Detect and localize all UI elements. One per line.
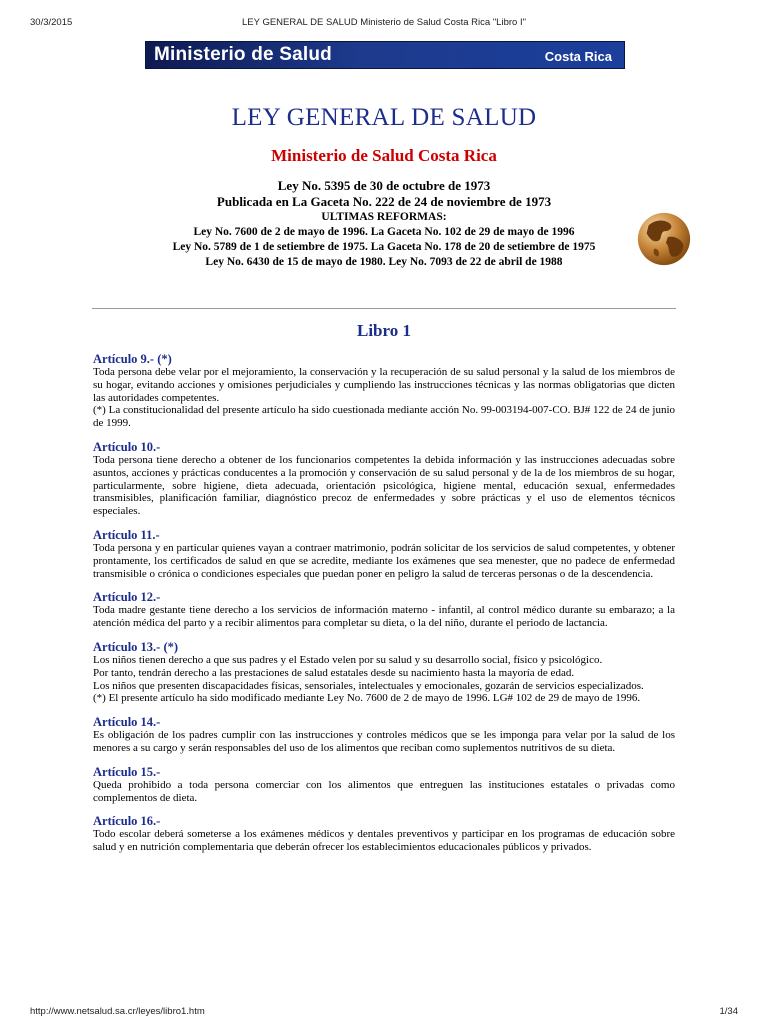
print-header — [30, 17, 738, 31]
ministry-banner — [145, 41, 625, 69]
print-footer — [30, 1006, 738, 1020]
article-title: Artículo 10.- — [93, 439, 161, 454]
article-paragraph: (*) El presente artículo ha sido modificado mediante Ley No. 7600 de 2 de mayo de 1996. LG# 102 de 29 de mayo de 1996. — [93, 692, 641, 705]
article-paragraph: Por tanto, tendrán derecho a las prestaciones de salud estatales desde su nacimiento hasta la mayoría de edad. — [93, 666, 575, 679]
latest-reforms-heading: ULTIMAS REFORMAS: — [321, 211, 447, 223]
banner-country-text: Costa Rica — [544, 49, 612, 64]
article-paragraph: Toda persona tiene derecho a obtener de los funcionarios competentes la debida información y las instrucciones adecuadas sobre asuntos, acciones y prácticas conducentes a la promoción y conservación de su salud personal y de la de los miembros de su hogar, particularmente, sobre higiene, dieta adecuada, orientación psicológica, higiene mental, educación sexual, enfermedades transmisibles, planificación familiar, diagnóstico precoz de enfermedades y sobre prácticas y el uso de elementos técnicos especiales. — [93, 453, 675, 518]
reform-line: Ley No. 5789 de 1 de setiembre de 1975. La Gaceta No. 178 de 20 de setiembre de 1975 — [172, 241, 596, 253]
page-number: 1/34 — [719, 1006, 738, 1017]
law-number-line: Ley No. 5395 de 30 de octubre de 1973 — [277, 178, 491, 193]
article-11 — [93, 528, 675, 580]
publication-line: Publicada en La Gaceta No. 222 de 24 de noviembre de 1973 — [216, 194, 552, 209]
article-9 — [93, 352, 675, 430]
article-title: Artículo 13.- (*) — [93, 639, 179, 654]
reform-line: Ley No. 7600 de 2 de mayo de 1996. La Gaceta No. 102 de 29 de mayo de 1996 — [193, 226, 575, 238]
article-title: Artículo 11.- — [93, 527, 160, 542]
article-14 — [93, 715, 675, 755]
article-paragraph: Queda prohibido a toda persona comerciar con los alimentos que entreguen las instituciones estatales o privadas como complementos de dieta. — [93, 778, 675, 804]
reform-line: Ley No. 6430 de 15 de mayo de 1980. Ley No. 7093 de 22 de abril de 1988 — [205, 256, 563, 268]
article-title: Artículo 12.- — [93, 590, 161, 605]
article-13 — [93, 640, 675, 705]
section-divider — [92, 308, 676, 309]
article-paragraph: Todo escolar deberá someterse a los exámenes médicos y dentales preventivos y participar en los programas de educación sobre salud y en nutrición complementaria que deberán ofrecer los establecimientos educacionales públicos y privados. — [93, 828, 675, 854]
article-title: Artículo 15.- — [93, 764, 161, 779]
article-paragraph: (*) La constitucionalidad del presente artículo ha sido cuestionada mediante acción No. 99-003194-007-CO. BJ# 122 de 24 de junio de 1999. — [93, 404, 675, 430]
article-paragraph: Los niños tienen derecho a que sus padres y el Estado velen por su salud y su desarrollo social, físico y psicológico. — [93, 653, 603, 666]
article-paragraph: Es obligación de los padres cumplir con las instrucciones y controles médicos que se les imponga para velar por la salud de los menores a su cargo y serán responsables del uso de los alimentos que reciban como suplementos nutritivos de su dieta. — [93, 729, 675, 754]
article-paragraph: Toda persona y en particular quienes vayan a contraer matrimonio, podrán solicitar de los servicios de salud competentes, y obtener prontamente, los certificados de salud en que se acredite, mediante los exámenes que sea menester, que no padece de enfermedad transmisible o crónica o condiciones especiales que puedan poner en peligro la salud de terceras personas o de la descendencia. — [93, 541, 675, 580]
article-title: Artículo 9.- (*) — [93, 352, 172, 366]
print-date: 30/3/2015 — [30, 17, 73, 28]
article-title: Artículo 16.- — [93, 814, 161, 829]
article-15 — [93, 765, 675, 805]
banner-ministry-text: Ministerio de Salud — [154, 44, 332, 65]
article-16 — [93, 814, 675, 854]
article-paragraph: Los niños que presenten discapacidades físicas, sensoriales, intelectuales y emocionales, gozarán de servicios especializados. — [93, 679, 644, 692]
document-title: LEY GENERAL DE SALUD — [231, 104, 537, 131]
section-title: Libro 1 — [356, 321, 411, 340]
article-paragraph: Toda persona debe velar por el mejoramiento, la conservación y la recuperación de su salud personal y la salud de los miembros de su hogar, evitando acciones y omisiones perjudiciales y cumpliendo las instrucciones técnicas y las normas obligatorias que dicten las autoridades competentes. — [93, 366, 675, 404]
print-url: http://www.netsalud.sa.cr/leyes/libro1.htm — [30, 1006, 205, 1017]
article-10 — [93, 440, 675, 518]
articles-list — [93, 352, 675, 864]
globe-icon — [635, 210, 693, 268]
article-12 — [93, 590, 675, 630]
article-title: Artículo 14.- — [93, 715, 161, 730]
print-title: LEY GENERAL DE SALUD Ministerio de Salud Costa Rica "Libro I" — [242, 17, 526, 28]
article-paragraph: Toda madre gestante tiene derecho a los servicios de información materno - infantil, al control médico durante su embarazo; a la atención médica del parto y a recibir alimentos para completar su dieta, o la del niño, durante el periodo de lactancia. — [93, 604, 675, 630]
document-subtitle: Ministerio de Salud Costa Rica — [271, 146, 497, 165]
